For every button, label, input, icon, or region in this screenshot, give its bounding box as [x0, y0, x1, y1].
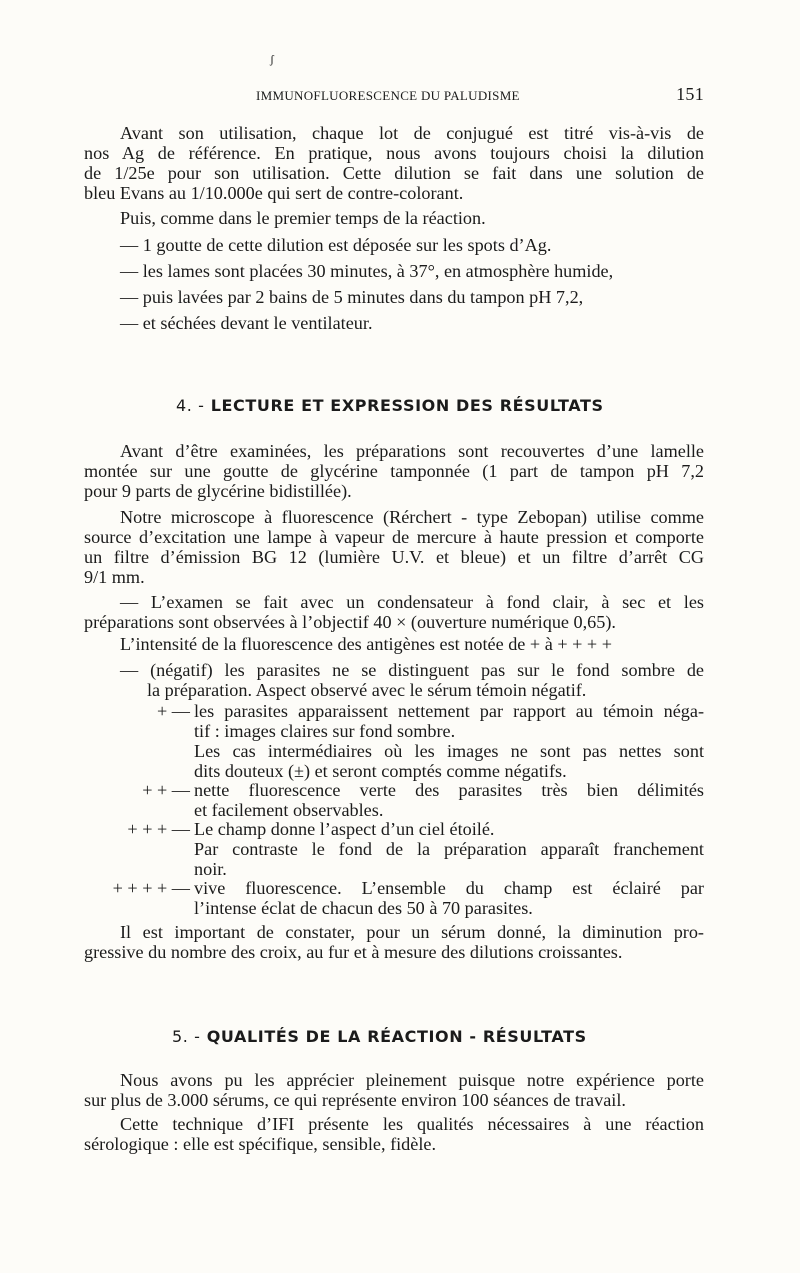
steps-list: [84, 235, 704, 333]
page-number: 151: [676, 84, 704, 104]
section-number: 4. -: [176, 396, 205, 415]
text-line: nette fluorescence verte des parasites très bien délimités: [194, 780, 704, 800]
text-line: 9/1 mm.: [84, 567, 145, 587]
text-line: la préparation. Aspect observé avec le sérum témoin négatif.: [147, 680, 587, 700]
scale-symbol-plus3: + + + —: [127, 819, 190, 839]
list-item: — les lames sont placées 30 minutes, à 37°, en atmosphère humide,: [120, 261, 614, 281]
text-line: et facilement observables.: [194, 800, 384, 820]
text-line: — L’examen se fait avec un condensateur à fond clair, à sec et les: [120, 592, 704, 612]
text-line: Avant d’être examinées, les préparations sont recouvertes d’une lamelle: [120, 441, 704, 461]
text-line: Notre microscope à fluorescence (Rérchert - type Zebopan) utilise comme: [120, 507, 704, 527]
text-line: source d’excitation une lampe à vapeur de mercure à haute pression et comporte: [84, 527, 704, 547]
text-line: montée sur une goutte de glycérine tamponnée (1 part de tampon pH 7,2: [84, 461, 704, 481]
text-line: L’intensité de la fluorescence des antigènes est notée de + à + + + +: [120, 634, 612, 654]
scale-plus4: [194, 878, 704, 918]
section-title: QUALITÉS DE LA RÉACTION - RÉSULTATS: [206, 1027, 587, 1046]
scale-plus3: [194, 819, 704, 879]
text-line: Avant son utilisation, chaque lot de conjugué est titré vis-à-vis de: [120, 123, 704, 143]
text-line: les parasites apparaissent nettement par rapport au témoin néga-: [194, 701, 704, 721]
paragraph-conjugate: [84, 123, 704, 203]
section-number: 5. -: [172, 1027, 201, 1046]
text-line: Il est important de constater, pour un sérum donné, la diminution pro-: [120, 922, 704, 942]
section-heading-5: [172, 1027, 587, 1046]
text-line: nos Ag de référence. En pratique, nous avons toujours choisi la dilution: [84, 143, 704, 163]
text-line: préparations sont observées à l’objectif 40 × (ouverture numérique 0,65).: [84, 612, 616, 632]
list-item: — 1 goutte de cette dilution est déposée sur les spots d’Ag.: [120, 235, 552, 255]
scale-symbol-plus2: + + —: [142, 780, 190, 800]
scale-plus1: [194, 701, 704, 781]
paragraph-microscope: [84, 507, 704, 587]
text-line: Le champ donne l’aspect d’un ciel étoilé.: [194, 819, 495, 839]
text-line: l’intense éclat de chacun des 50 à 70 parasites.: [194, 898, 533, 918]
list-item: — puis lavées par 2 bains de 5 minutes dans du tampon pH 7,2,: [120, 287, 584, 307]
running-title: IMMUNOFLUORESCENCE DU PALUDISME: [256, 88, 520, 103]
text-line: bleu Evans au 1/10.000e qui sert de contre-colorant.: [84, 183, 464, 203]
scale-plus2: [194, 780, 704, 820]
paragraph-dilution: [84, 922, 704, 962]
text-line: noir.: [194, 859, 227, 879]
stray-mark: ʃ: [270, 52, 274, 66]
paragraph-experience: [84, 1070, 704, 1110]
paragraph-examination: [84, 592, 704, 632]
text-line: de 1/25e pour son utilisation. Cette dilution se fait dans une solution de: [84, 163, 704, 183]
text-line: sur plus de 3.000 sérums, ce qui représente environ 100 séances de travail.: [84, 1090, 626, 1110]
section-title: LECTURE ET EXPRESSION DES RÉSULTATS: [210, 396, 604, 415]
text-line: un filtre d’émission BG 12 (lumière U.V. et bleue) et un filtre d’arrêt CG: [84, 547, 704, 567]
list-item: — et séchées devant le ventilateur.: [120, 313, 373, 333]
text-line: dits douteux (±) et seront comptés comme négatifs.: [194, 761, 567, 781]
paragraph-mounting: [84, 441, 704, 501]
text-line: Par contraste le fond de la préparation apparaît franchement: [194, 839, 704, 859]
section-heading-4: [176, 396, 604, 415]
text-line: sérologique : elle est spécifique, sensible, fidèle.: [84, 1134, 437, 1154]
text-line: pour 9 parts de glycérine bidistillée).: [84, 481, 352, 501]
paragraph-then: [84, 208, 704, 228]
scale-symbol-plus1: + —: [157, 701, 190, 721]
text-line: gressive du nombre des croix, au fur et à mesure des dilutions croissantes.: [84, 942, 623, 962]
text-line: Nous avons pu les apprécier pleinement puisque notre expérience porte: [120, 1070, 704, 1090]
text-line: vive fluorescence. L’ensemble du champ est éclairé par: [194, 878, 704, 898]
text-line: tif : images claires sur fond sombre.: [194, 721, 456, 741]
scale-symbol-plus4: + + + + —: [112, 878, 190, 898]
paragraph-qualities: [84, 1114, 704, 1154]
scale-negative: [84, 660, 704, 700]
text-line: — (négatif) les parasites ne se distinguent pas sur le fond sombre de: [120, 660, 704, 680]
text-line: Puis, comme dans le premier temps de la réaction.: [120, 208, 486, 228]
paragraph-intensity: [84, 634, 704, 654]
running-header: [84, 84, 704, 106]
text-line: Les cas intermédiaires où les images ne sont pas nettes sont: [194, 741, 704, 761]
text-line: Cette technique d’IFI présente les qualités nécessaires à une réaction: [120, 1114, 704, 1134]
